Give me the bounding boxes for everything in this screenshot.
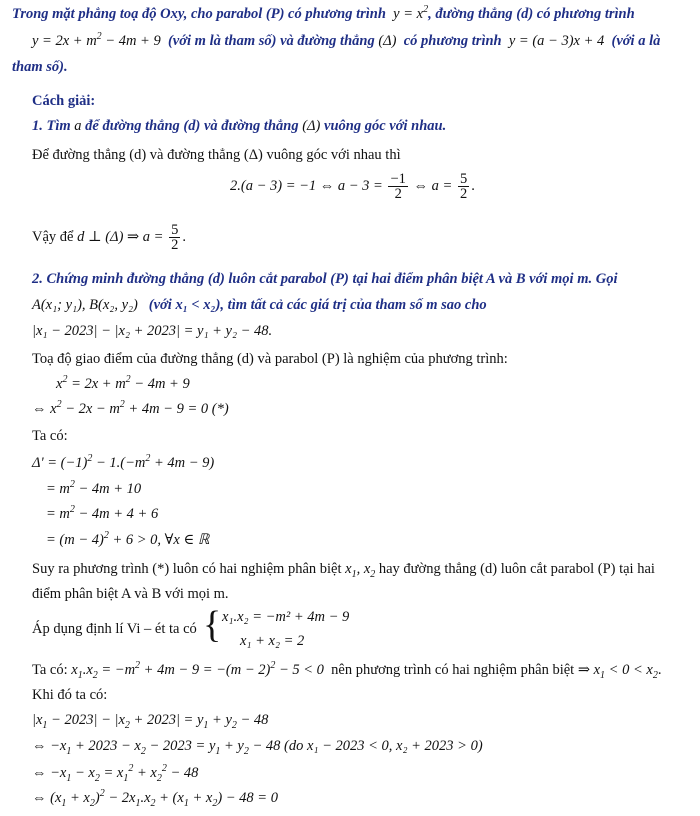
part1-conclusion: Vậy để d ⊥ (Δ) ⇒ a = $\frac{5}{2}$ . xyxy=(32,222,186,253)
cond-line-4: ⇔ $(x_1 + x_2)^2 - 2x_1.x_2 + (x_1 + x_2) - 48 = 0$ xyxy=(32,788,278,809)
problem-line-3: tham số). xyxy=(12,59,68,75)
part2-title-3: |x₁ − 2023| − |x₂ + 2023| = y₁ + y₂ − 48. xyxy=(32,323,273,339)
cond-line-2: ⇔ $-x_1 + 2023 - x_2 - 2023 = y_1 + y_2 - 48$ (do x₁ − 2023 < 0, x₂ + 2023 > 0) xyxy=(32,738,483,757)
part1-title: 1. Tìm a để đường thẳng (d) và đường thẳng (Δ) vuông góc với nhau. xyxy=(32,118,447,134)
delta-line-2: = $m^2 - 4m + 10$ xyxy=(46,479,142,497)
part1-equation: 2.(a − 3) = −1 ⇔ a − 3 = $\frac{-1}{2}$ ⇔ a = $\frac{5}{2}$ . xyxy=(230,171,475,202)
cond-line-3: ⇔ $-x_1 - x_2 = x_1^2 + x_2^2 - 48$ xyxy=(32,763,199,784)
problem-line-2: $y = 2x + m^2 - 4m + 9$ (với m là tham số) và đường thẳng (Δ) có phương trình y = (a − 3)x + 4 (với a là xyxy=(32,31,661,49)
part2-title-1: 2. Chứng minh đường thẳng (d) luôn cắt parabol (P) tại hai điểm phân biệt A và B với mọi m. Gọi xyxy=(32,271,618,287)
part2-title-2: A(x₁; y₁), B(x₂, y₂) (với x₁ < x₂), tìm tất cả các giá trị của tham số m sao cho xyxy=(32,297,487,313)
delta-line-1: $\Delta' = (-1)^2 - 1.(-m^2 + 4m - 9)$ xyxy=(32,453,215,471)
delta-line-4: = $(m - 4)^2 + 6 > 0$, ∀x ∈ ℝ xyxy=(46,530,210,548)
eq-star: ⇔ $x^2 - 2x - m^2 + 4m - 9 = 0$ (*) xyxy=(32,399,229,417)
suy-ra-line-2: điểm phân biệt A và B với mọi m. xyxy=(32,586,229,602)
eq-intersection: $x^2 = 2x + m^2 - 4m + 9$ xyxy=(56,374,190,392)
ta-co-2: Ta có: $x_1.x_2 = -m^2 + 4m - 9 = -(m - 2)^2 - 5 < 0$ nên phương trình có hai nghiệm phân biệt ⇒ $x_1 < 0 < x_2$. xyxy=(32,660,662,681)
cond-line-1: $|x_1 - 2023| - |x_2 + 2023| = y_1 + y_2 - 48$ xyxy=(32,712,269,731)
delta-line-3: = $m^2 - 4m + 4 + 6$ xyxy=(46,504,159,522)
vieta-sum: x₁ + x₂ = 2 xyxy=(240,633,305,649)
suy-ra-line-1: Suy ra phương trình (*) luôn có hai nghiệm phân biệt $x_1$, $x_2$ hay đường thẳng (d) luôn cắt parabol (P) tại hai xyxy=(32,561,655,580)
ta-co-1: Ta có: xyxy=(32,428,68,444)
khi-do: Khi đó ta có: xyxy=(32,687,108,703)
vieta-brace: { xyxy=(203,604,222,646)
solution-heading: Cách giải: xyxy=(32,93,96,109)
part2-intro: Toạ độ giao điểm của đường thẳng (d) và parabol (P) là nghiệm của phương trình: xyxy=(32,351,508,367)
part1-text: Để đường thẳng (d) và đường thẳng (Δ) vuông góc với nhau thì xyxy=(32,147,401,163)
problem-line-1: Trong mặt phẳng toạ độ Oxy, cho parabol (P) có phương trình $y = x^2$, đường thẳng (d) có phương trình xyxy=(12,4,635,22)
vieta-product: x₁.x₂ = −m² + 4m − 9 xyxy=(222,609,350,625)
vieta-label: Áp dụng định lí Vi – ét ta có xyxy=(32,621,197,637)
